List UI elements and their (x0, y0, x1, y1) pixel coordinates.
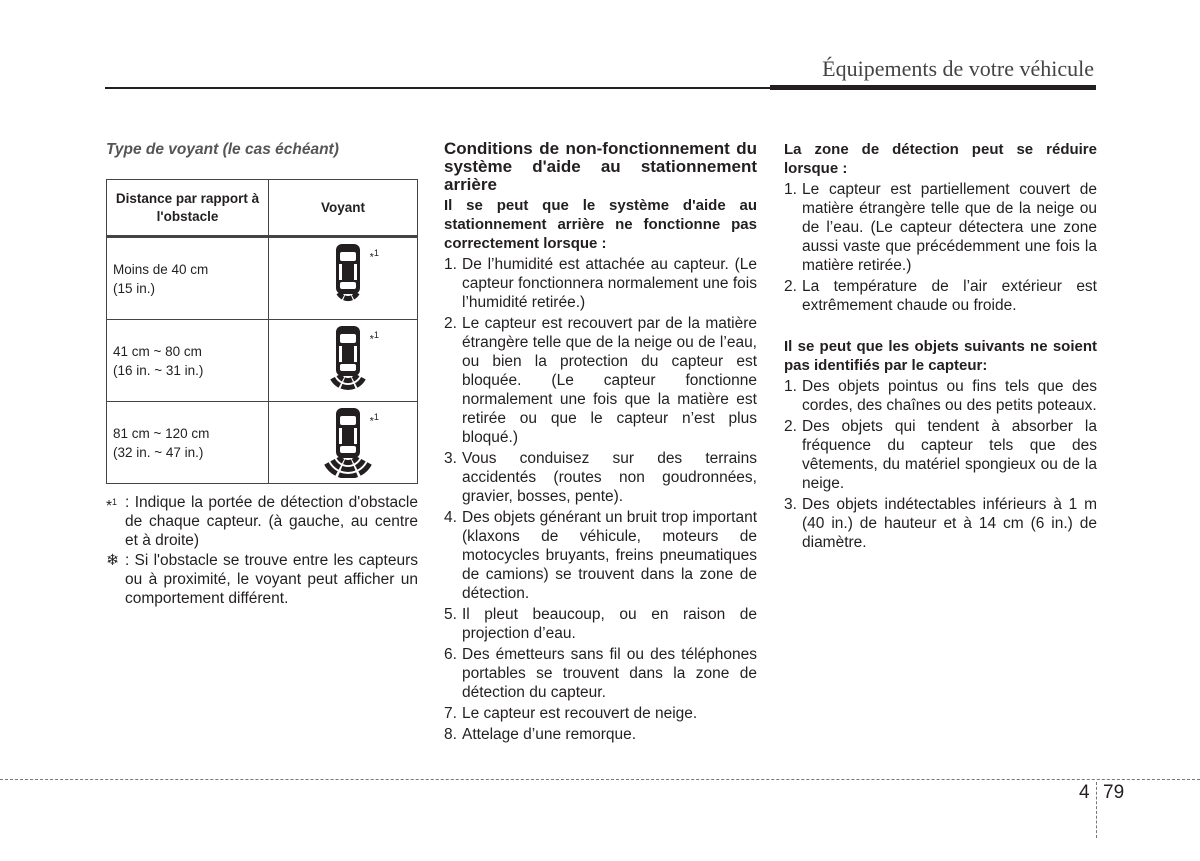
car-side-window (339, 428, 342, 444)
note-text: : Indique la portée de détection d'obstacle de chaque capteur. (à gauche, au centre et à droite) (125, 494, 418, 549)
list-item: 6. Des émetteurs sans fil ou des téléphones portables se trouvent dans la zone de détection du capteur. (444, 646, 757, 701)
header-indicator: Voyant (269, 180, 418, 237)
list-item: 2. Le capteur est recouvert par de la matière étrangère telle que de la neige ou de l’eau, ou bien la protection du capteur est bloquée. (Le capteur fonctionne normalement une fois que la matière est retirée ou que le capteur n’est plus bloqué.) (444, 315, 757, 446)
sensor-arc (343, 459, 353, 465)
note-behavior (106, 551, 418, 608)
car-windshield (340, 252, 356, 261)
table-row (107, 320, 418, 402)
objects-list (784, 377, 1097, 552)
sensor-arc (338, 472, 358, 478)
sensor-arc (343, 295, 353, 301)
header-rule-accent (770, 85, 1096, 90)
footer-rule (0, 779, 1200, 780)
list-item: 1. Des objets pointus ou fins tels que des cordes, des chaînes ou des petits poteaux. (784, 378, 1097, 414)
footer-divider (1096, 782, 1097, 838)
rear-sensor-car-icon (317, 406, 379, 478)
car-rear-window (340, 282, 356, 289)
car-side-window (339, 346, 342, 362)
table-row (107, 237, 418, 320)
footnote-mark: *$^1$ (369, 330, 379, 346)
table-notes (106, 493, 418, 608)
column-left (106, 140, 418, 609)
distance-imperial: (32 in. ~ 47 in.) (113, 444, 204, 460)
car-side-window (354, 264, 357, 280)
distance-indicator-table (106, 179, 418, 484)
table-header-row (107, 180, 418, 237)
car-rear-window (340, 446, 356, 453)
distance-metric: Moins de 40 cm (113, 261, 209, 277)
list-item: 8. Attelage d’une remorque. (444, 726, 637, 743)
conditions-list (444, 255, 757, 744)
indicator-cell (269, 320, 418, 402)
list-item: 1. Le capteur est partiellement couvert de matière étrangère telle que de la neige ou de l’eau. (Le capteur détectera une zone aussi vaste que précédemment une fois la matière retirée.) (784, 181, 1097, 274)
indicator-cell (269, 402, 418, 484)
column-middle (444, 140, 757, 746)
section-subtitle-conditions: Il se peut que le système d'aide au stationnement arrière ne fonctionne pas correctement lorsque : (444, 197, 757, 252)
footnote-mark: *$^1$ (369, 248, 379, 264)
car-side-window (354, 428, 357, 444)
distance-imperial: (16 in. ~ 31 in.) (113, 362, 204, 378)
distance-cell (107, 320, 269, 402)
list-item: 7. Le capteur est recouvert de neige. (444, 705, 698, 722)
car-rear-window (340, 364, 356, 371)
footnote-mark: *$^1$ (369, 412, 379, 428)
header-distance: Distance par rapport à l'obstacle (107, 180, 269, 237)
indicator-cell (269, 237, 418, 320)
note-text: : Si l'obstacle se trouve entre les capteurs ou à proximité, le voyant peut afficher un comportement différent. (125, 552, 418, 607)
note-marker: *$^1$ (106, 497, 118, 516)
car-side-window (354, 346, 357, 362)
rear-sensor-car-icon (317, 242, 379, 314)
note-range (106, 493, 418, 550)
table-row (107, 402, 418, 484)
sensor-arc (341, 384, 356, 390)
page-number: 79 (1103, 782, 1125, 803)
list-item: 4. Des objets générant un bruit trop important (klaxons de véhicule, moteurs de motocycles bruyants, freins pneumatiques de camions) se trouvent dans la zone de détection. (444, 509, 757, 602)
list-item: 3. Vous conduisez sur des terrains accidentés (routes non goudronnées, gravier, bosses, pente). (444, 450, 757, 505)
snowflake-icon: ❄ (106, 552, 119, 569)
column-right (784, 140, 1097, 554)
distance-imperial: (15 in.) (113, 280, 156, 296)
section-title-objects: Il se peut que les objets suivants ne soient pas identifiés par le capteur: (784, 338, 1097, 374)
list-item: 2. La température de l’air extérieur est extrêmement chaude ou froide. (784, 278, 1097, 314)
section-title-zone: La zone de détection peut se réduire lorsque : (784, 141, 1097, 177)
car-windshield (340, 334, 356, 343)
page-header-title: Équipements de votre véhicule (822, 56, 1094, 81)
section-title-conditions: Conditions de non-fonctionnement du système d'aide au stationnement arrière (444, 139, 757, 194)
rear-sensor-car-icon (317, 324, 379, 396)
zone-list (784, 180, 1097, 315)
list-item: 3. Des objets indétectables inférieurs à 1 m (40 in.) de hauteur et à 14 cm (6 in.) de diamètre. (784, 496, 1097, 551)
chapter-number: 4 (1079, 782, 1090, 803)
car-windshield (340, 416, 356, 425)
sensor-arc (341, 466, 356, 472)
distance-metric: 81 cm ~ 120 cm (113, 425, 210, 441)
distance-cell (107, 402, 269, 484)
list-item: 5. Il pleut beaucoup, ou en raison de projection d’eau. (444, 606, 757, 642)
list-item: 2. Des objets qui tendent à absorber la fréquence du capteur tels que des vêtements, du matériel spongieux ou de la neige. (784, 418, 1097, 492)
sensor-arc (343, 377, 353, 383)
list-item: 1. De l’humidité est attachée au capteur. (Le capteur fonctionnera normalement une fois l’humidité retirée.) (444, 256, 757, 311)
car-side-window (339, 264, 342, 280)
distance-metric: 41 cm ~ 80 cm (113, 343, 202, 359)
table-caption: Type de voyant (le cas échéant) (106, 141, 339, 158)
distance-cell (107, 237, 269, 320)
